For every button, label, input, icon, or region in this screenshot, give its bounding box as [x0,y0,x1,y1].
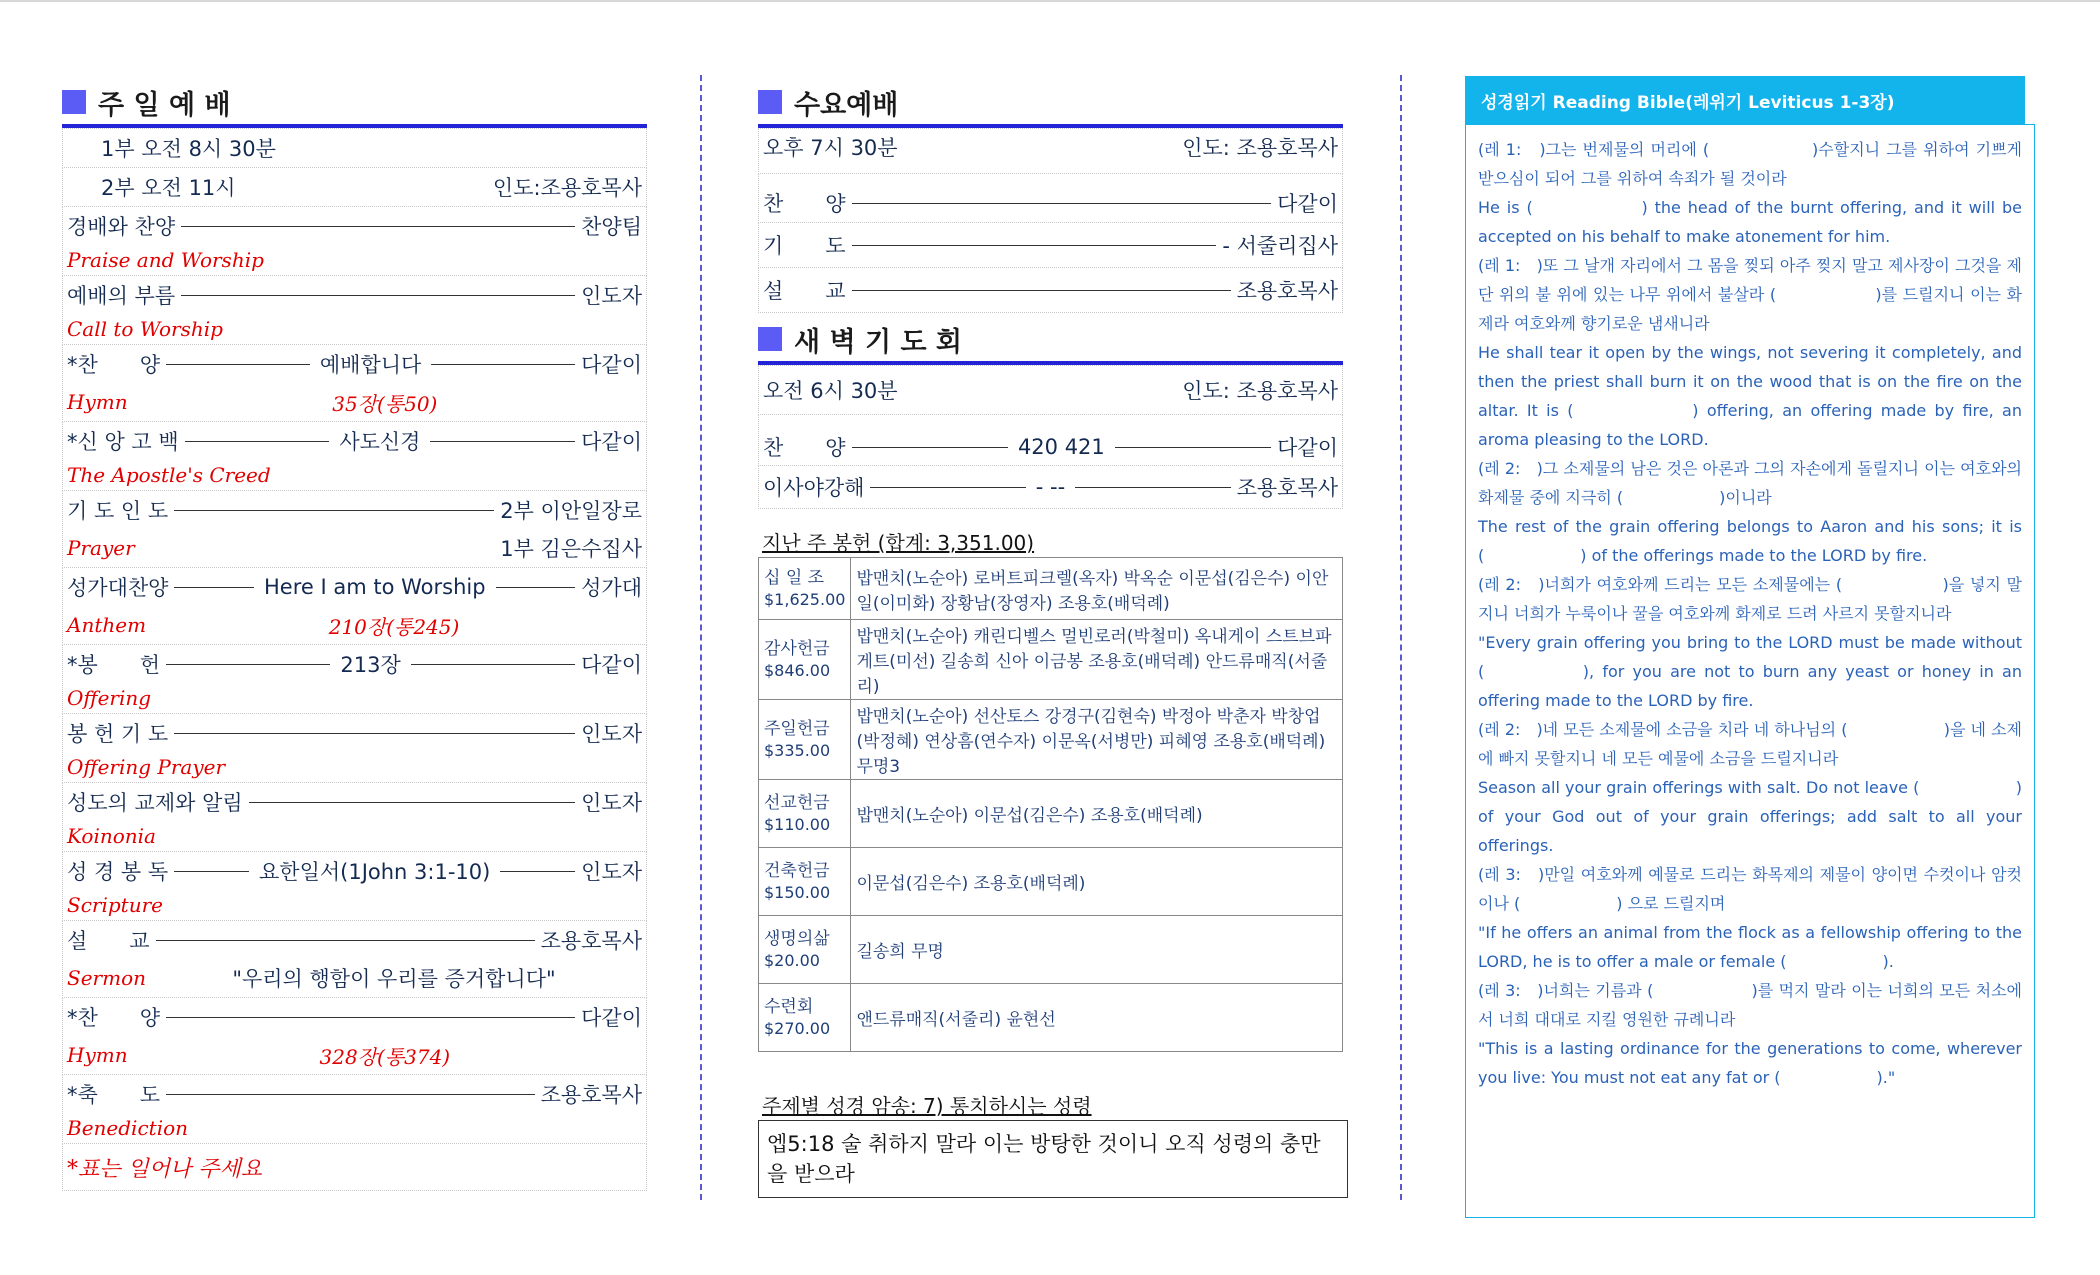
bible-reading-title: 성경읽기 Reading Bible(레위기 Leviticus 1-3장) [1481,92,1895,113]
bible-verse-en: Season all your grain offerings with salt. Do not leave ( ) of your God out of your grain offerings; add salt to all your offerings. [1478,778,2022,855]
order-item [758,223,1343,268]
stand-note: *표는 일어나 주세요 [67,1156,263,1182]
wednesday-header [758,80,1343,124]
order-item-english: Hymn [67,390,128,414]
order-item-leader: 성가대 [581,576,642,600]
order-item-label: *축 도 [67,1083,161,1107]
offering-amount: $150.00 [764,882,831,902]
leader-line [1075,487,1230,488]
leader-line [174,587,254,588]
order-item-leader: 다같이 [581,653,642,677]
order-item-label: *찬 양 [67,353,161,377]
leader-line [174,510,494,511]
order-item-label: 찬 양 [763,192,846,216]
column-divider [1400,75,1402,1200]
order-item-leader: 인도자 [581,722,642,746]
order-item-detail: - -- [1035,475,1066,499]
order-item [62,491,647,568]
table-row [759,700,1343,780]
bible-verse-kr: (레 3: )만일 여호와께 예물로 드리는 화목제의 제물이 양이면 수컷이나 암컷이나 ( ) 으로 드릴지며 [1478,865,2022,913]
dawn-leader: 인도: 조용호목사 [1182,379,1338,403]
bible-verse-en: "Every grain offering you bring to the LORD must be made without ( ), for you are not to burn any yeast or honey in an offering made to the LORD by fire. [1478,633,2022,710]
order-item-label: 성 경 봉 독 [67,860,169,884]
order-item-label: 이사야강해 [763,476,865,500]
leader-line [174,733,575,734]
order-item-english: Offering [67,686,152,710]
leader-line [1115,447,1271,448]
bible-verse-kr: (레 2: )그 소제물의 남은 것은 아론과 그의 자손에게 돌릴지니 이는 여호와의 화제물 중에 지극히 ( )이니라 [1478,459,2022,507]
bible-verse-kr: (레 2: )네 모든 소제물에 소금을 치라 네 하나님의 ( )을 네 소제에 빠지 못할지니 네 모든 예물에 소금을 드릴지니라 [1478,720,2022,768]
leader-line [431,364,575,365]
offering-names: 앤드류매직(서줄리) 윤현선 [851,984,1343,1052]
offering-type: 주일헌금 [764,718,830,739]
bible-verse-kr: (레 2: )너희가 여호와께 드리는 모든 소제물에는 ( )을 넣지 말지니 너희가 누룩이나 꿀을 여호와께 화제로 드려 사르지 못할지니라 [1478,575,2022,623]
offering-type: 선교헌금 [764,792,830,813]
sunday-title: 주 일 예 배 [98,89,231,121]
leader-line [852,447,1008,448]
order-item-english: Anthem [67,613,147,637]
order-item-leader: 다같이 [581,353,642,377]
offering-type: 감사헌금 [764,638,830,659]
offering-amount: $110.00 [764,814,831,834]
order-item-english: Sermon [67,966,146,990]
order-item-leader: 2부 이안일장로 [500,499,642,523]
service-leader: 인도:조용호목사 [492,176,642,200]
offering-type: 생명의삶 [764,928,830,949]
dawn-time: 오전 6시 30분 [763,379,898,403]
order-item-leader: 인도자 [581,284,642,308]
order-item-label: 경배와 찬양 [67,215,176,239]
order-item-english: Offering Prayer [67,755,226,779]
bible-verse-en: He is ( ) the head of the burnt offering, and it will be accepted on his behalf to make atonement for him. [1478,198,2022,246]
leader-line [852,203,1272,204]
sermon-title: "우리의 행함이 우리를 증거합니다" [232,967,556,991]
prayer-leader-2: 1부 김은수집사 [500,537,642,561]
order-item-english: Koinonia [67,824,156,848]
order-item-leader: 인도자 [581,791,642,815]
order-item [758,415,1343,466]
leader-line [166,364,310,365]
order-item [62,852,647,921]
service-time-row [62,128,647,168]
order-item-english: Hymn [67,1043,128,1067]
leader-line [430,441,575,442]
hymn-number: 328장(통374) [319,1044,451,1069]
order-item-label: *신 앙 고 백 [67,430,179,454]
order-item-leader: 조용호목사 [540,929,642,953]
offering-amount: $846.00 [764,660,831,680]
order-item [758,174,1343,223]
order-item-english: Benediction [67,1116,189,1140]
offering-names: 밥맨치(노순아) 이문섭(김은수) 조용호(배덕례) [851,780,1343,848]
order-item-label: *찬 양 [67,1006,161,1030]
order-item-leader: 다같이 [1277,436,1338,460]
order-item-detail: 예배합니다 [319,353,422,377]
hymn-number: 35장(통50) [332,391,438,416]
order-item [62,783,647,852]
leader-line [156,940,535,941]
bible-reading-section [1465,76,2035,1218]
section-square-icon [758,327,782,351]
table-row [759,780,1343,848]
leader-line [249,802,576,803]
bible-reading-box [1465,124,2035,1218]
middle-column [758,80,1343,1198]
order-item [62,422,647,491]
order-item-label: 예배의 부름 [67,284,176,308]
order-item-english: Scripture [67,893,163,917]
order-item-english: The Apostle's Creed [67,463,271,487]
order-item-leader: 조용호목사 [540,1083,642,1107]
leader-line [411,664,575,665]
leader-line [852,245,1217,246]
leader-line [166,1017,575,1018]
offering-names: 이문섭(김은수) 조용호(배덕례) [851,848,1343,916]
leader-line [181,226,575,227]
order-item [62,568,647,645]
order-item-leader: 다같이 [1277,192,1338,216]
leader-line [496,587,576,588]
offering-amount: $20.00 [764,950,820,970]
order-item [62,714,647,783]
order-item-label: 기 도 인 도 [67,499,169,523]
bible-verse-en: He shall tear it open by the wings, not severing it completely, and then the priest shall burn it on the wood that is on the fire on the altar. It is ( ) offering, an offering made by fire, an aroma pleasing to the LORD. [1478,343,2022,449]
bible-verse-en: "This is a lasting ordinance for the generations to come, wherever you live: You must not eat any fat or ( )." [1478,1039,2022,1087]
order-item-detail: 사도신경 [339,430,421,454]
section-square-icon [758,90,782,114]
order-item [758,268,1343,313]
order-item-detail: 420 421 [1017,435,1105,459]
table-row [759,916,1343,984]
offering-names: 밥맨치(노순아) 로버트피크렐(옥자) 박옥순 이문섭(김은수) 이안일(이미화) 장황남(장영자) 조용호(배덕례) [851,558,1343,620]
memory-verse-title: 주제별 성경 암송: 7) 통치하시는 성령 [762,1094,1092,1118]
order-item-label: 찬 양 [763,436,846,460]
offering-title: 지난 주 봉헌 (합계: 3,351.00) [762,531,1035,555]
order-item-detail: 213장 [340,653,401,677]
leader-line [166,664,330,665]
order-item-leader: - 서줄리집사 [1222,234,1338,258]
order-item-detail: Here I am to Worship [264,575,486,599]
offering-amount: $1,625.00 [764,589,846,609]
order-item-english: Prayer [67,536,135,560]
wednesday-title: 수요예배 [794,89,899,121]
service-time-row [62,168,647,207]
order-item [62,1075,647,1144]
section-square-icon [62,90,86,114]
leader-line [185,441,330,442]
order-item [62,921,647,998]
memory-verse-text: 엡5:18 술 취하지 말라 이는 방탕한 것이니 오직 성령의 충만을 받으라 [767,1132,1321,1186]
offering-amount: $335.00 [764,740,831,760]
dawn-header [758,317,1343,361]
bible-verse-kr: (레 3: )너희는 기름과 ( )를 먹지 말라 이는 너희의 모든 처소에서 너희 대대로 지킬 영원한 규례니라 [1478,981,2022,1029]
leader-line [870,487,1025,488]
offering-names: 밥맨치(노순아) 선산토스 강경구(김현숙) 박정아 박춘자 박창업(박정혜) 연상흠(연수자) 이문옥(서병만) 피혜영 조용호(배덕례) 무명3 [851,700,1343,780]
offering-type: 수련회 [764,996,814,1017]
order-item-leader: 조용호목사 [1236,279,1338,303]
offering-type: 십 일 조 [764,567,825,588]
table-row [759,848,1343,916]
offering-type: 건축헌금 [764,860,830,881]
order-item [62,345,647,422]
bible-verse-en: The rest of the grain offering belongs to Aaron and his sons; it is ( ) of the offerings made to the LORD by fire. [1478,517,2022,565]
hymn-number: 210장(통245) [328,614,460,639]
order-item [62,998,647,1075]
order-item-label: 설 교 [763,279,846,303]
table-row [759,620,1343,700]
leader-line [852,290,1231,291]
bible-verse-kr: (레 1: )또 그 날개 자리에서 그 몸을 찢되 아주 찢지 말고 제사장이 그것을 제단 위의 불 위에 있는 나무 위에서 불살라 ( )를 드릴지니 이는 화제라 여호와께 향기로운 냄새니라 [1478,256,2022,333]
order-item-leader: 찬양팀 [581,215,642,239]
order-item-label: 설 교 [67,929,150,953]
wednesday-leader: 인도: 조용호목사 [1182,136,1338,160]
order-item-english: Call to Worship [67,317,223,341]
offering-names: 밥맨치(노순아) 캐린디벨스 멀빈로러(박철미) 옥내게이 스트브파게트(미선) 길송희 신아 이금봉 조용호(배덕례) 안드류매직(서줄리) [851,620,1343,700]
order-item-label: 기 도 [763,234,846,258]
leader-line [166,1094,534,1095]
dawn-title: 새 벽 기 도 회 [794,326,963,358]
order-item-leader: 다같이 [581,1006,642,1030]
wednesday-time: 오후 7시 30분 [763,136,898,160]
order-item-label: 성가대찬양 [67,576,169,600]
bible-reading-header [1465,76,2025,124]
stand-note-row [62,1144,647,1191]
bible-verse-en: "If he offers an animal from the flock as a fellowship offering to the LORD, he is to offer a male or female ( ). [1478,923,2022,971]
order-item-leader: 인도자 [581,860,643,884]
offering-names: 길송희 무명 [851,916,1343,984]
service-time-2: 2부 오전 11시 [101,176,236,200]
order-item-label: 성도의 교제와 알림 [67,791,243,815]
offering-amount: $270.00 [764,1018,831,1038]
order-item-label: 봉 헌 기 도 [67,722,169,746]
memory-verse-box [758,1120,1348,1198]
order-item [62,645,647,714]
sunday-header [62,80,647,124]
table-row [759,558,1343,620]
bible-verse-kr: (레 1: )그는 번제물의 머리에 ( )수할지니 그를 위하여 기쁘게 받으심이 되어 그를 위하여 속죄가 될 것이라 [1478,140,2022,188]
order-item-label: *봉 헌 [67,653,161,677]
column-divider [700,75,702,1200]
table-row [759,984,1343,1052]
order-item-leader: 조용호목사 [1236,476,1339,500]
sunday-service-section [62,80,647,1191]
order-item-leader: 다같이 [581,430,642,454]
order-item [758,466,1343,509]
service-time-1: 1부 오전 8시 30분 [101,137,276,161]
order-item [62,276,647,345]
leader-line [181,295,575,296]
order-item-english: Praise and Worship [67,248,264,272]
order-item [62,207,647,276]
offering-table [758,557,1343,1052]
top-border [0,0,2100,2]
leader-line [174,871,249,872]
order-item-detail: 요한일서(1John 3:1-10) [259,860,491,884]
leader-line [500,871,575,872]
